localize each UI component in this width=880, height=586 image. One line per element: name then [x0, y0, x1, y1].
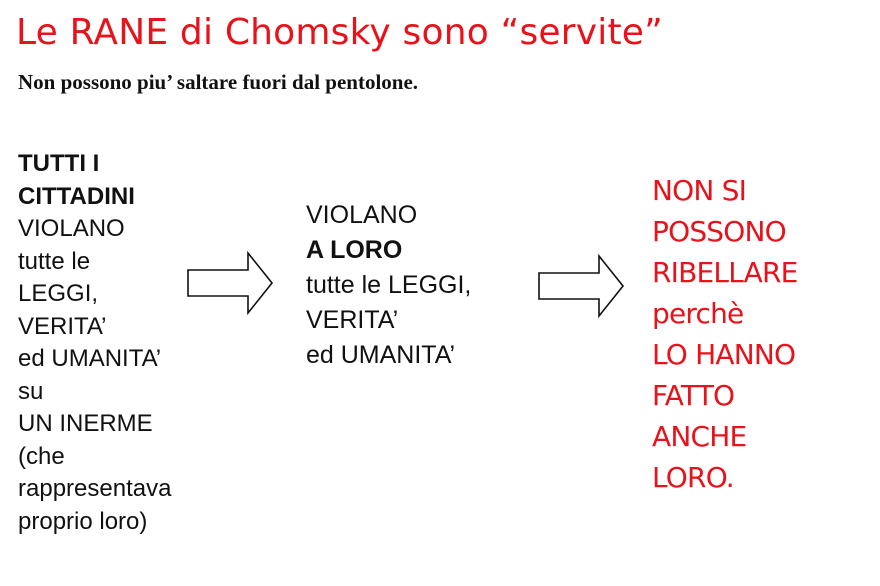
right-line: FATTO [652, 379, 735, 412]
middle-line: ed UMANITA’ [306, 341, 456, 369]
left-line: LEGGI, [18, 280, 99, 307]
right-column [652, 170, 798, 498]
left-line: TUTTI I [18, 150, 100, 177]
left-column [18, 148, 171, 538]
middle-column [306, 198, 471, 373]
middle-line: VERITA’ [306, 306, 399, 334]
left-line: VERITA’ [18, 312, 107, 340]
right-line: NON SI [652, 174, 747, 207]
middle-line: tutte le LEGGI, [306, 271, 472, 299]
left-line: VIOLANO [18, 215, 125, 242]
left-line: UN INERME [18, 410, 153, 437]
middle-line: A LORO [306, 236, 403, 264]
left-line: proprio loro) [18, 507, 148, 535]
right-line: perchè [652, 297, 744, 330]
right-line: RIBELLARE [652, 256, 798, 289]
left-line: tutte le [18, 247, 91, 275]
right-line: ANCHE [652, 420, 747, 453]
left-line: (che [18, 442, 65, 470]
left-line: ed UMANITA’ [18, 345, 162, 372]
right-line: LO HANNO [652, 338, 796, 371]
right-arrow-icon [186, 250, 274, 316]
right-line: POSSONO [652, 215, 786, 248]
left-line: su [18, 377, 44, 405]
left-line: rappresentava [18, 475, 172, 502]
right-arrow-icon [537, 253, 625, 319]
slide-subtitle: Non possono piu’ saltare fuori dal pentolone. [18, 70, 419, 94]
middle-line: VIOLANO [306, 201, 418, 229]
slide-title: Le RANE di Chomsky sono “servite” [16, 12, 663, 53]
right-line: LORO. [652, 461, 734, 494]
left-line: CITTADINI [18, 182, 135, 210]
